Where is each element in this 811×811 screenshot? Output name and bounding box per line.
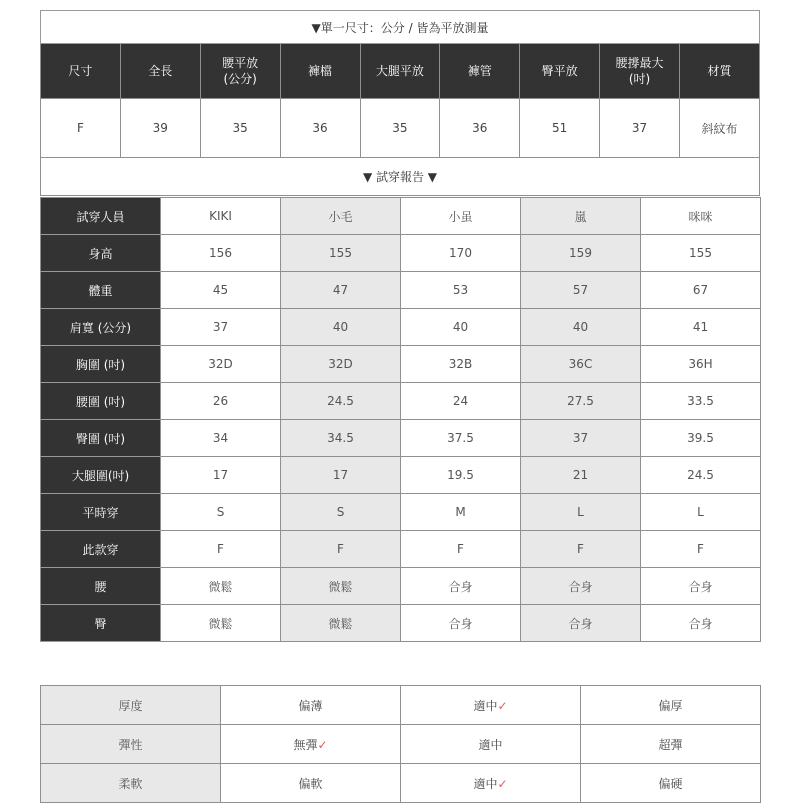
size-table — [40, 10, 760, 196]
tryon-cell: 159 — [521, 235, 641, 272]
tryon-row — [41, 235, 761, 272]
tryon-cell: F — [521, 531, 641, 568]
value-rise: 36 — [280, 99, 360, 158]
value-waist-max: 37 — [600, 99, 680, 158]
tryon-row-label: 臀圍 (吋) — [41, 420, 161, 457]
report-title: ▼ 試穿報告 ▼ — [41, 158, 760, 196]
feel-option — [221, 686, 401, 725]
check-mark-icon: ✓ — [317, 737, 328, 752]
tryon-cell: 微鬆 — [281, 605, 401, 642]
tryon-cell: S — [161, 494, 281, 531]
tryon-row — [41, 568, 761, 605]
tryon-cell: F — [281, 531, 401, 568]
tryon-row-label: 體重 — [41, 272, 161, 309]
tryon-row — [41, 605, 761, 642]
tryon-table — [40, 197, 761, 642]
feel-option-text: 偏軟 — [298, 776, 323, 791]
feel-row-label: 柔軟 — [41, 764, 221, 803]
tryon-cell: 咪咪 — [641, 198, 761, 235]
header-length: 全長 — [120, 44, 200, 99]
tryon-cell: 合身 — [641, 568, 761, 605]
feel-option-text: 偏厚 — [658, 698, 683, 713]
tryon-cell: F — [641, 531, 761, 568]
tryon-cell: 39.5 — [641, 420, 761, 457]
feel-row — [41, 725, 761, 764]
feel-option — [401, 764, 581, 803]
tryon-cell: 24 — [401, 383, 521, 420]
feel-row — [41, 686, 761, 725]
tryon-cell: 37 — [161, 309, 281, 346]
tryon-cell: 27.5 — [521, 383, 641, 420]
tryon-row-label: 平時穿 — [41, 494, 161, 531]
tryon-cell: 155 — [281, 235, 401, 272]
header-size: 尺寸 — [41, 44, 121, 99]
header-material: 材質 — [680, 44, 760, 99]
feel-option-text: 適中 — [473, 776, 498, 791]
tryon-row — [41, 420, 761, 457]
tryon-cell: S — [281, 494, 401, 531]
check-mark-icon: ✓ — [497, 698, 508, 713]
tryon-row — [41, 309, 761, 346]
header-leg-opening: 褲管 — [440, 44, 520, 99]
feel-body — [41, 686, 761, 803]
feel-option-text: 適中 — [473, 698, 498, 713]
tryon-cell: 67 — [641, 272, 761, 309]
check-mark-icon: ✓ — [497, 776, 508, 791]
tryon-row-label: 肩寬 (公分) — [41, 309, 161, 346]
feel-table — [40, 685, 761, 803]
tryon-row-label: 此款穿 — [41, 531, 161, 568]
feel-option — [221, 764, 401, 803]
tryon-row-label: 腰圍 (吋) — [41, 383, 161, 420]
tryon-cell: 小虽 — [401, 198, 521, 235]
tryon-cell: L — [521, 494, 641, 531]
size-table-title: ▼單一尺寸：公分 / 皆為平放測量 — [41, 11, 760, 44]
feel-option — [401, 686, 581, 725]
feel-option — [401, 725, 581, 764]
feel-option — [581, 764, 761, 803]
tryon-cell: F — [161, 531, 281, 568]
value-leg-opening: 36 — [440, 99, 520, 158]
tryon-cell: 24.5 — [281, 383, 401, 420]
header-waist-max — [600, 44, 680, 99]
feel-option — [581, 686, 761, 725]
tryon-cell: 21 — [521, 457, 641, 494]
tryon-cell: 40 — [401, 309, 521, 346]
header-thigh-flat: 大腿平放 — [360, 44, 440, 99]
tryon-cell: 17 — [281, 457, 401, 494]
tryon-cell: 170 — [401, 235, 521, 272]
tryon-row-label: 腰 — [41, 568, 161, 605]
tryon-cell: 32D — [161, 346, 281, 383]
tryon-cell: 合身 — [641, 605, 761, 642]
tryon-row-label: 試穿人員 — [41, 198, 161, 235]
tryon-row — [41, 198, 761, 235]
tryon-cell: 合身 — [401, 568, 521, 605]
tryon-cell: 微鬆 — [281, 568, 401, 605]
tryon-row — [41, 457, 761, 494]
tryon-cell: 19.5 — [401, 457, 521, 494]
tryon-cell: 36H — [641, 346, 761, 383]
report-title-row — [41, 158, 760, 196]
tryon-cell: 小毛 — [281, 198, 401, 235]
size-title-row — [41, 11, 760, 44]
tryon-cell: 26 — [161, 383, 281, 420]
header-waist-flat-line1: 腰平放 — [222, 56, 259, 70]
value-size: F — [41, 99, 121, 158]
value-hip-flat: 51 — [520, 99, 600, 158]
size-value-row — [41, 99, 760, 158]
tryon-cell: 47 — [281, 272, 401, 309]
header-rise: 褲檔 — [280, 44, 360, 99]
header-waist-max-line1: 腰撐最大 — [615, 56, 664, 70]
tryon-cell: 57 — [521, 272, 641, 309]
tryon-cell: L — [641, 494, 761, 531]
tryon-cell: 合身 — [521, 568, 641, 605]
header-waist-flat-line2: (公分) — [223, 72, 257, 86]
tryon-row-label: 臀 — [41, 605, 161, 642]
tryon-cell: 微鬆 — [161, 605, 281, 642]
feel-option-text: 偏硬 — [658, 776, 683, 791]
tryon-cell: 33.5 — [641, 383, 761, 420]
tryon-cell: 53 — [401, 272, 521, 309]
feel-option — [221, 725, 401, 764]
feel-option-text: 無彈 — [293, 737, 318, 752]
tryon-cell: M — [401, 494, 521, 531]
header-hip-flat: 臀平放 — [520, 44, 600, 99]
value-length: 39 — [120, 99, 200, 158]
tryon-cell: 36C — [521, 346, 641, 383]
tryon-row-label: 身高 — [41, 235, 161, 272]
tryon-row — [41, 383, 761, 420]
tryon-row — [41, 272, 761, 309]
value-thigh-flat: 35 — [360, 99, 440, 158]
tryon-cell: F — [401, 531, 521, 568]
tryon-cell: 45 — [161, 272, 281, 309]
tryon-row — [41, 346, 761, 383]
header-waist-flat — [200, 44, 280, 99]
tryon-cell: 17 — [161, 457, 281, 494]
feel-option — [581, 725, 761, 764]
tryon-cell: 37 — [521, 420, 641, 457]
tryon-row-label: 大腿圍(吋) — [41, 457, 161, 494]
tryon-body — [41, 198, 761, 642]
tryon-row — [41, 531, 761, 568]
feel-row-label: 彈性 — [41, 725, 221, 764]
feel-option-text: 適中 — [478, 737, 503, 752]
tryon-cell: 34 — [161, 420, 281, 457]
tryon-cell: 40 — [521, 309, 641, 346]
feel-option-text: 超彈 — [658, 737, 683, 752]
tryon-cell: 37.5 — [401, 420, 521, 457]
tryon-cell: KIKI — [161, 198, 281, 235]
tryon-cell: 156 — [161, 235, 281, 272]
tryon-cell: 合身 — [401, 605, 521, 642]
tryon-cell: 24.5 — [641, 457, 761, 494]
tryon-cell: 32B — [401, 346, 521, 383]
feel-row-label: 厚度 — [41, 686, 221, 725]
tryon-cell: 40 — [281, 309, 401, 346]
value-material: 斜紋布 — [680, 99, 760, 158]
header-waist-max-line2: (吋) — [628, 72, 651, 86]
size-header-row — [41, 44, 760, 99]
tryon-cell: 155 — [641, 235, 761, 272]
tryon-cell: 41 — [641, 309, 761, 346]
tryon-row — [41, 494, 761, 531]
value-waist-flat: 35 — [200, 99, 280, 158]
tryon-row-label: 胸圍 (吋) — [41, 346, 161, 383]
tryon-cell: 34.5 — [281, 420, 401, 457]
tryon-cell: 32D — [281, 346, 401, 383]
feel-row — [41, 764, 761, 803]
tryon-cell: 嵐 — [521, 198, 641, 235]
feel-option-text: 偏薄 — [298, 698, 323, 713]
tryon-cell: 合身 — [521, 605, 641, 642]
tryon-cell: 微鬆 — [161, 568, 281, 605]
